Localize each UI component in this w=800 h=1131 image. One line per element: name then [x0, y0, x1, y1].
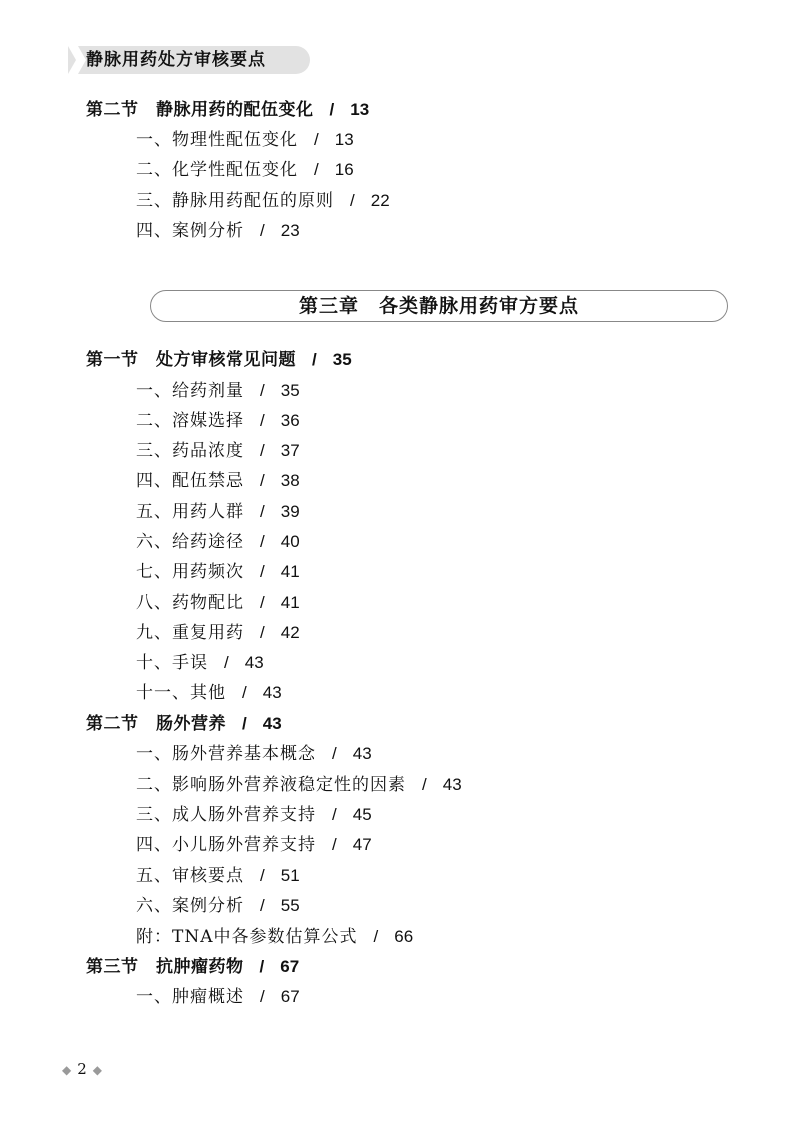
separator: / [224, 653, 229, 672]
item-page: 13 [334, 130, 354, 149]
toc-item[interactable] [136, 622, 300, 644]
toc-item[interactable] [136, 986, 300, 1008]
toc-item[interactable] [136, 159, 354, 181]
separator: / [314, 130, 319, 149]
item-page: 55 [280, 896, 300, 915]
item-title: 四、案例分析 [136, 221, 244, 241]
toc-item[interactable] [136, 440, 300, 462]
item-page: 41 [280, 562, 300, 581]
item-title: 三、成人肠外营养支持 [136, 805, 316, 825]
item-page: 43 [352, 744, 372, 763]
separator: / [242, 714, 247, 733]
separator: / [260, 593, 265, 612]
item-page: 45 [352, 805, 372, 824]
toc-item[interactable] [136, 926, 413, 948]
toc-item[interactable] [136, 501, 300, 523]
separator: / [332, 744, 337, 763]
separator: / [260, 896, 265, 915]
item-title: 十、手误 [136, 653, 208, 673]
item-title: 附：TNA中各参数估算公式 [136, 927, 358, 947]
separator: / [260, 411, 265, 430]
toc-item[interactable] [136, 804, 372, 826]
separator: / [260, 221, 265, 240]
section-page: 35 [332, 350, 352, 369]
toc-item[interactable] [136, 895, 300, 917]
item-page: 66 [394, 927, 414, 946]
separator: / [260, 441, 265, 460]
separator: / [260, 623, 265, 642]
toc-item[interactable] [136, 220, 300, 242]
item-title: 九、重复用药 [136, 623, 244, 643]
running-header-title: 静脉用药处方审核要点 [86, 50, 266, 70]
item-title: 五、审核要点 [136, 866, 244, 886]
separator: / [314, 160, 319, 179]
item-title: 三、静脉用药配伍的原则 [136, 191, 334, 211]
item-page: 51 [280, 866, 300, 885]
item-page: 43 [442, 775, 462, 794]
item-title: 一、物理性配伍变化 [136, 130, 298, 150]
item-page: 39 [280, 502, 300, 521]
separator: / [350, 191, 355, 210]
item-page: 40 [280, 532, 300, 551]
chapter-name: 各类静脉用药审方要点 [379, 295, 580, 317]
item-title: 五、用药人群 [136, 502, 244, 522]
chapter-title[interactable] [150, 290, 728, 322]
toc-item[interactable] [136, 834, 372, 856]
toc-item[interactable] [136, 410, 300, 432]
separator: / [260, 987, 265, 1006]
item-page: 42 [280, 623, 300, 642]
section-page: 13 [350, 100, 370, 119]
toc-section-heading[interactable] [86, 349, 352, 371]
toc-item[interactable] [136, 190, 390, 212]
separator: / [260, 502, 265, 521]
item-page: 37 [280, 441, 300, 460]
item-page: 41 [280, 593, 300, 612]
page-footer [62, 1060, 102, 1079]
separator: / [260, 471, 265, 490]
separator: / [260, 532, 265, 551]
toc-item[interactable] [136, 470, 300, 492]
toc-item[interactable] [136, 774, 462, 796]
item-title: 二、影响肠外营养液稳定性的因素 [136, 775, 406, 795]
item-page: 22 [370, 191, 390, 210]
toc-item[interactable] [136, 865, 300, 887]
separator: / [329, 100, 335, 119]
item-page: 36 [280, 411, 300, 430]
item-title: 一、肠外营养基本概念 [136, 744, 316, 764]
section-title: 第三节 抗肿瘤药物 [86, 957, 244, 977]
toc-item[interactable] [136, 129, 354, 151]
item-page: 43 [262, 683, 282, 702]
separator: / [260, 562, 265, 581]
toc-item[interactable] [136, 592, 300, 614]
toc-section-heading[interactable] [86, 956, 299, 978]
item-title: 六、给药途径 [136, 532, 244, 552]
chapter-number: 第三章 [298, 295, 359, 317]
separator: / [332, 835, 337, 854]
toc-item[interactable] [136, 682, 282, 704]
item-page: 67 [280, 987, 300, 1006]
toc-item[interactable] [136, 652, 264, 674]
diamond-icon: ◆ [92, 1063, 103, 1077]
separator: / [242, 683, 247, 702]
item-page: 16 [334, 160, 354, 179]
separator: / [312, 350, 317, 369]
section-page: 43 [262, 714, 282, 733]
section-title: 第二节 静脉用药的配伍变化 [86, 100, 314, 120]
item-title: 一、给药剂量 [136, 381, 244, 401]
item-title: 二、溶媒选择 [136, 411, 244, 431]
item-title: 四、小儿肠外营养支持 [136, 835, 316, 855]
toc-item[interactable] [136, 743, 372, 765]
toc-item[interactable] [136, 380, 300, 402]
item-title: 十一、其他 [136, 683, 226, 703]
item-title: 三、药品浓度 [136, 441, 244, 461]
item-title: 二、化学性配伍变化 [136, 160, 298, 180]
section-title: 第二节 肠外营养 [86, 714, 226, 734]
item-title: 七、用药频次 [136, 562, 244, 582]
item-page: 47 [352, 835, 372, 854]
item-page: 35 [280, 381, 300, 400]
item-title: 六、案例分析 [136, 896, 244, 916]
diamond-icon: ◆ [62, 1063, 72, 1077]
item-title: 一、肿瘤概述 [136, 987, 244, 1007]
toc-section-heading[interactable] [86, 99, 369, 121]
separator: / [422, 775, 427, 794]
item-title: 四、配伍禁忌 [136, 471, 244, 491]
item-page: 38 [280, 471, 300, 490]
separator: / [260, 381, 265, 400]
toc-item[interactable] [136, 531, 300, 553]
item-page: 43 [244, 653, 264, 672]
section-page: 67 [280, 957, 300, 976]
section-title: 第一节 处方审核常见问题 [86, 350, 296, 370]
separator: / [259, 957, 265, 976]
toc-section-heading[interactable] [86, 713, 282, 735]
item-page: 23 [280, 221, 300, 240]
separator: / [373, 927, 379, 946]
separator: / [260, 866, 265, 885]
item-title: 八、药物配比 [136, 593, 244, 613]
page-number: 2 [77, 1060, 87, 1078]
separator: / [332, 805, 337, 824]
toc-item[interactable] [136, 561, 300, 583]
